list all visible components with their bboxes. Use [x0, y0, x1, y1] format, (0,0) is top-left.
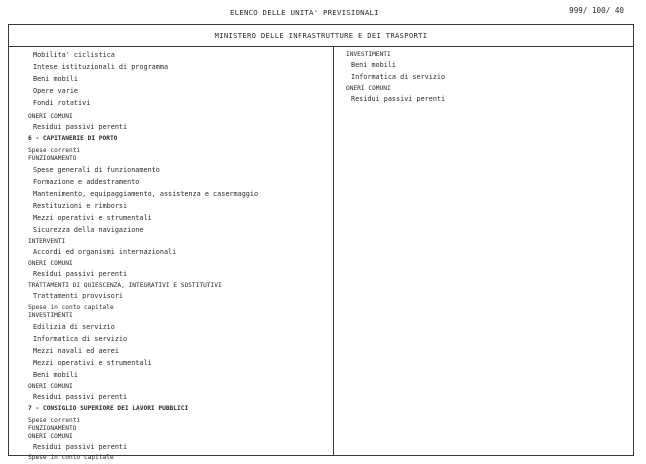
left-item: Trattamenti provvisori — [33, 292, 124, 300]
table-frame — [8, 24, 634, 461]
left-item: Opere varie — [33, 87, 79, 95]
left-item: Intese istituzionali di programma — [33, 63, 169, 71]
left-item: Mantenimento, equipaggiamento, assistenza e casermaggio — [33, 190, 259, 198]
left-heading: TRATTAMENTI DI QUIESCENZA, INTEGRATIVI E SOSTITUTIVI — [28, 282, 222, 289]
left-heading: INTERVENTI — [28, 238, 66, 245]
left-item: Mobilita' ciclistica — [33, 51, 115, 59]
left-item: Residui passivi perenti — [33, 393, 128, 401]
column-divider — [333, 47, 334, 455]
left-item: Mezzi operativi e strumentali — [33, 359, 152, 367]
document-title: ELENCO DELLE UNITA' PREVISIONALI — [230, 8, 379, 17]
left-heading: Spese correnti — [28, 147, 81, 154]
left-item: Mezzi operativi e strumentali — [33, 214, 152, 222]
right-item: Beni mobili — [351, 61, 397, 69]
left-heading: ONERI COMUNI — [28, 433, 73, 440]
left-item: Mezzi navali ed aerei — [33, 347, 119, 355]
right-heading: INVESTIMENTI — [346, 51, 391, 58]
left-heading: Spese correnti — [28, 417, 81, 424]
left-item: Residui passivi perenti — [33, 123, 128, 131]
left-heading: INVESTIMENTI — [28, 312, 73, 319]
left-item: Accordi ed organismi internazionali — [33, 248, 177, 256]
right-item: Informatica di servizio — [351, 73, 446, 81]
left-heading: FUNZIONAMENTO — [28, 155, 77, 162]
right-item: Residui passivi perenti — [351, 95, 446, 103]
left-item: Spese generali di funzionamento — [33, 166, 160, 174]
left-item: Sicurezza della navigazione — [33, 226, 144, 234]
left-item: Formazione e addestramento — [33, 178, 140, 186]
page-number: 999/ 100/ 40 — [569, 6, 624, 15]
page-header — [0, 8, 646, 22]
left-section-title: 7 - CONSIGLIO SUPERIORE DEI LAVORI PUBBLICI — [28, 405, 189, 412]
left-heading: Spese in conto capitale — [28, 454, 114, 461]
left-heading: FUNZIONAMENTO — [28, 425, 77, 432]
left-item: Beni mobili — [33, 75, 79, 83]
left-item: Residui passivi perenti — [33, 443, 128, 451]
left-item: Residui passivi perenti — [33, 270, 128, 278]
left-item: Edilizia di servizio — [33, 323, 115, 331]
ministry-header: MINISTERO DELLE INFRASTRUTTURE E DEI TRASPORTI — [9, 25, 633, 47]
left-item: Fondi rotativi — [33, 99, 91, 107]
left-section-title: 6 - CAPITANERIE DI PORTO — [28, 135, 118, 142]
left-heading: ONERI COMUNI — [28, 260, 73, 267]
left-heading: ONERI COMUNI — [28, 113, 73, 120]
left-item: Beni mobili — [33, 371, 79, 379]
left-item: Informatica di servizio — [33, 335, 128, 343]
left-item: Restituzioni e rimborsi — [33, 202, 128, 210]
left-heading: ONERI COMUNI — [28, 383, 73, 390]
right-heading: ONERI COMUNI — [346, 85, 391, 92]
left-heading: Spese in conto capitale — [28, 304, 114, 311]
